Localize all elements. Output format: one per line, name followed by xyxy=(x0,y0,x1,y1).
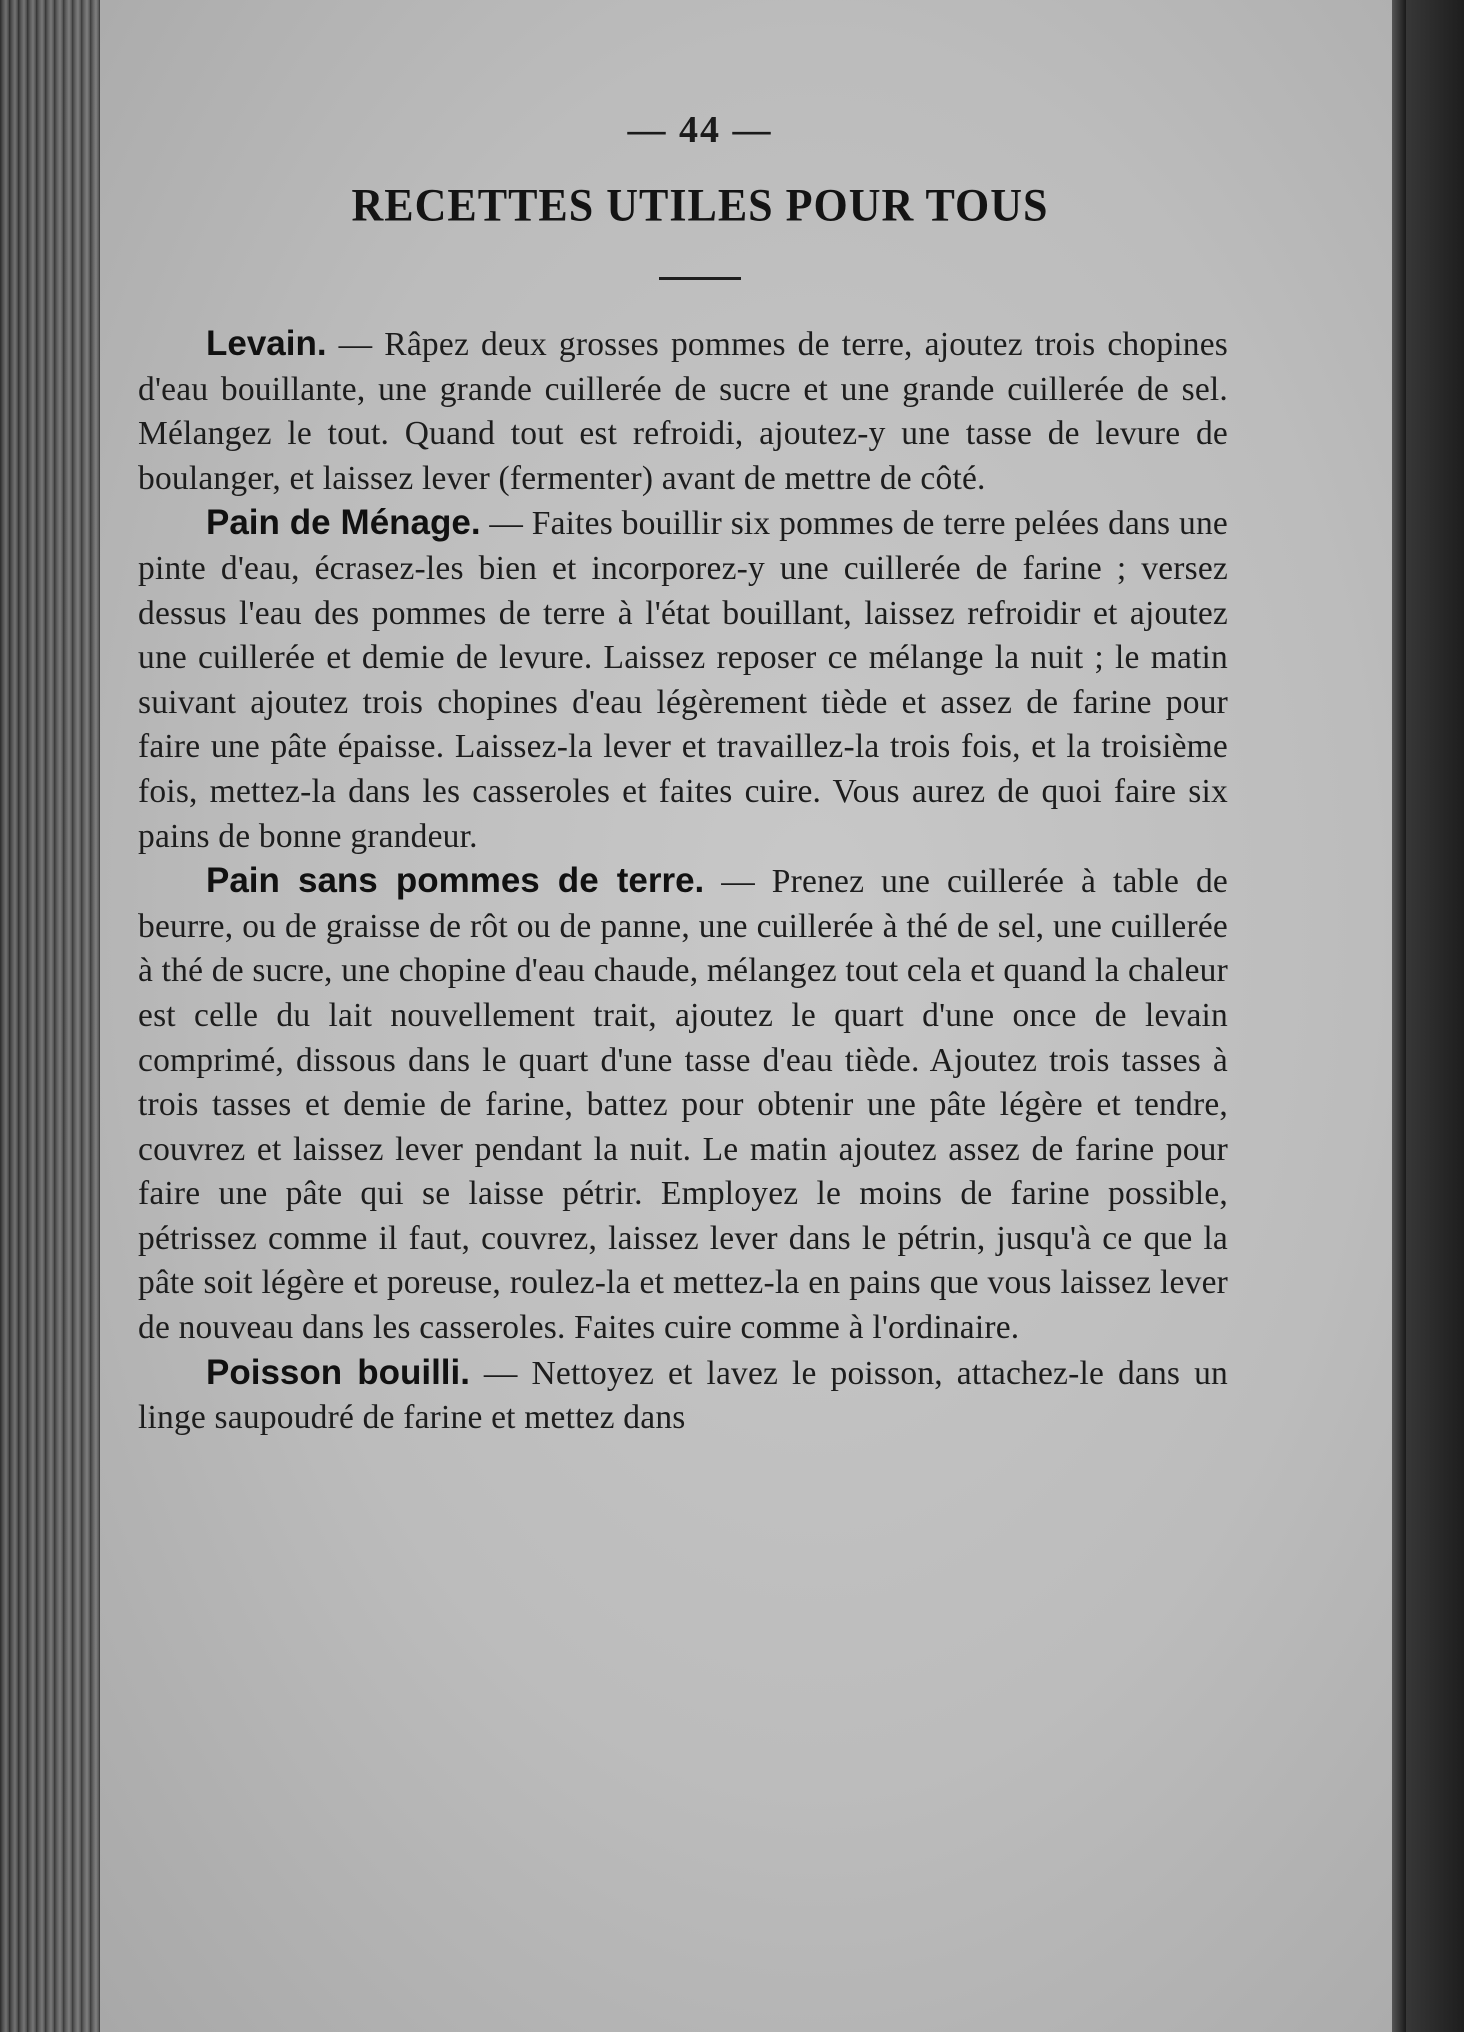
recipe-heading: Pain sans pommes de terre. xyxy=(206,861,705,901)
recipe-heading: Poisson bouilli. xyxy=(206,1352,470,1392)
recipe-pain-sans-pommes xyxy=(138,859,1228,1351)
page-title: RECETTES UTILES POUR TOUS xyxy=(351,179,1049,232)
recipe-body: — Prenez une cuillerée à table de beurre, ou de graisse de rôt ou de panne, une cuillerée à thé de sel, une cuillerée à thé de sucre, une chopine d'eau chaude, mélangez tout cela et quand la chaleur est celle du lait nouvellement trait, ajoutez le quart d'une once de levain comprimé, dissous dans le quart d'une tasse d'eau tiède. Ajoutez trois tasses à trois tasses et demie de farine, battez pour obtenir une pâte légère et tendre, couvrez et laissez lever pendant la nuit. Le matin ajoutez assez de farine pour faire une pâte qui se laisse pétrir. Employez le moins de farine possible, pétrissez comme il faut, couvrez, laissez lever dans le pétrin, jusqu'à ce que la pâte soit légère et poreuse, roulez-la et mettez-la en pains que vous laissez lever de nouveau dans les casseroles. Faites cuire comme à l'ordinaire. xyxy=(138,863,1228,1347)
page-header xyxy=(150,108,1250,280)
page-number: — 44 — xyxy=(627,109,773,151)
recipe-body: — Faites bouillir six pommes de terre pelées dans une pinte d'eau, écrasez-les bien et incorporez-y une cuillerée de farine ; versez dessus l'eau des pommes de terre à l'état bouillant, laissez refroidir et ajoutez une cuillerée et demie de levure. Laissez reposer ce mélange la nuit ; le matin suivant ajoutez trois chopines d'eau légèrement tiède et assez de farine pour faire une pâte épaisse. Laissez-la lever et travaillez-la trois fois, et la troisième fois, mettez-la dans les casseroles et faites cuire. Vous aurez de quoi faire six pains de bonne grandeur. xyxy=(138,505,1228,855)
page-right-edge xyxy=(1392,0,1406,2032)
recipe-poisson-bouilli xyxy=(138,1351,1228,1441)
recipe-heading: Levain. xyxy=(206,324,327,363)
recipe-levain xyxy=(138,322,1228,501)
recipe-body: — Râpez deux grosses pommes de terre, ajoutez trois chopines d'eau bouillante, une grande cuillerée de sucre et une grande cuillerée de sel. Mélangez le tout. Quand tout est refroidi, ajoutez-y une tasse de levure de boulanger, et laissez lever (fermenter) avant de mettre de côté. xyxy=(138,326,1228,497)
recipe-pain-de-menage xyxy=(138,501,1228,859)
book-binding-edge xyxy=(0,0,110,2032)
recipe-heading: Pain de Ménage. xyxy=(206,503,481,543)
recipe-text xyxy=(138,322,1228,1441)
title-rule xyxy=(659,277,741,280)
recipe-body: — Nettoyez et lavez le poisson, attachez-le dans un linge saupoudré de farine et mettez dans xyxy=(138,1354,1228,1437)
